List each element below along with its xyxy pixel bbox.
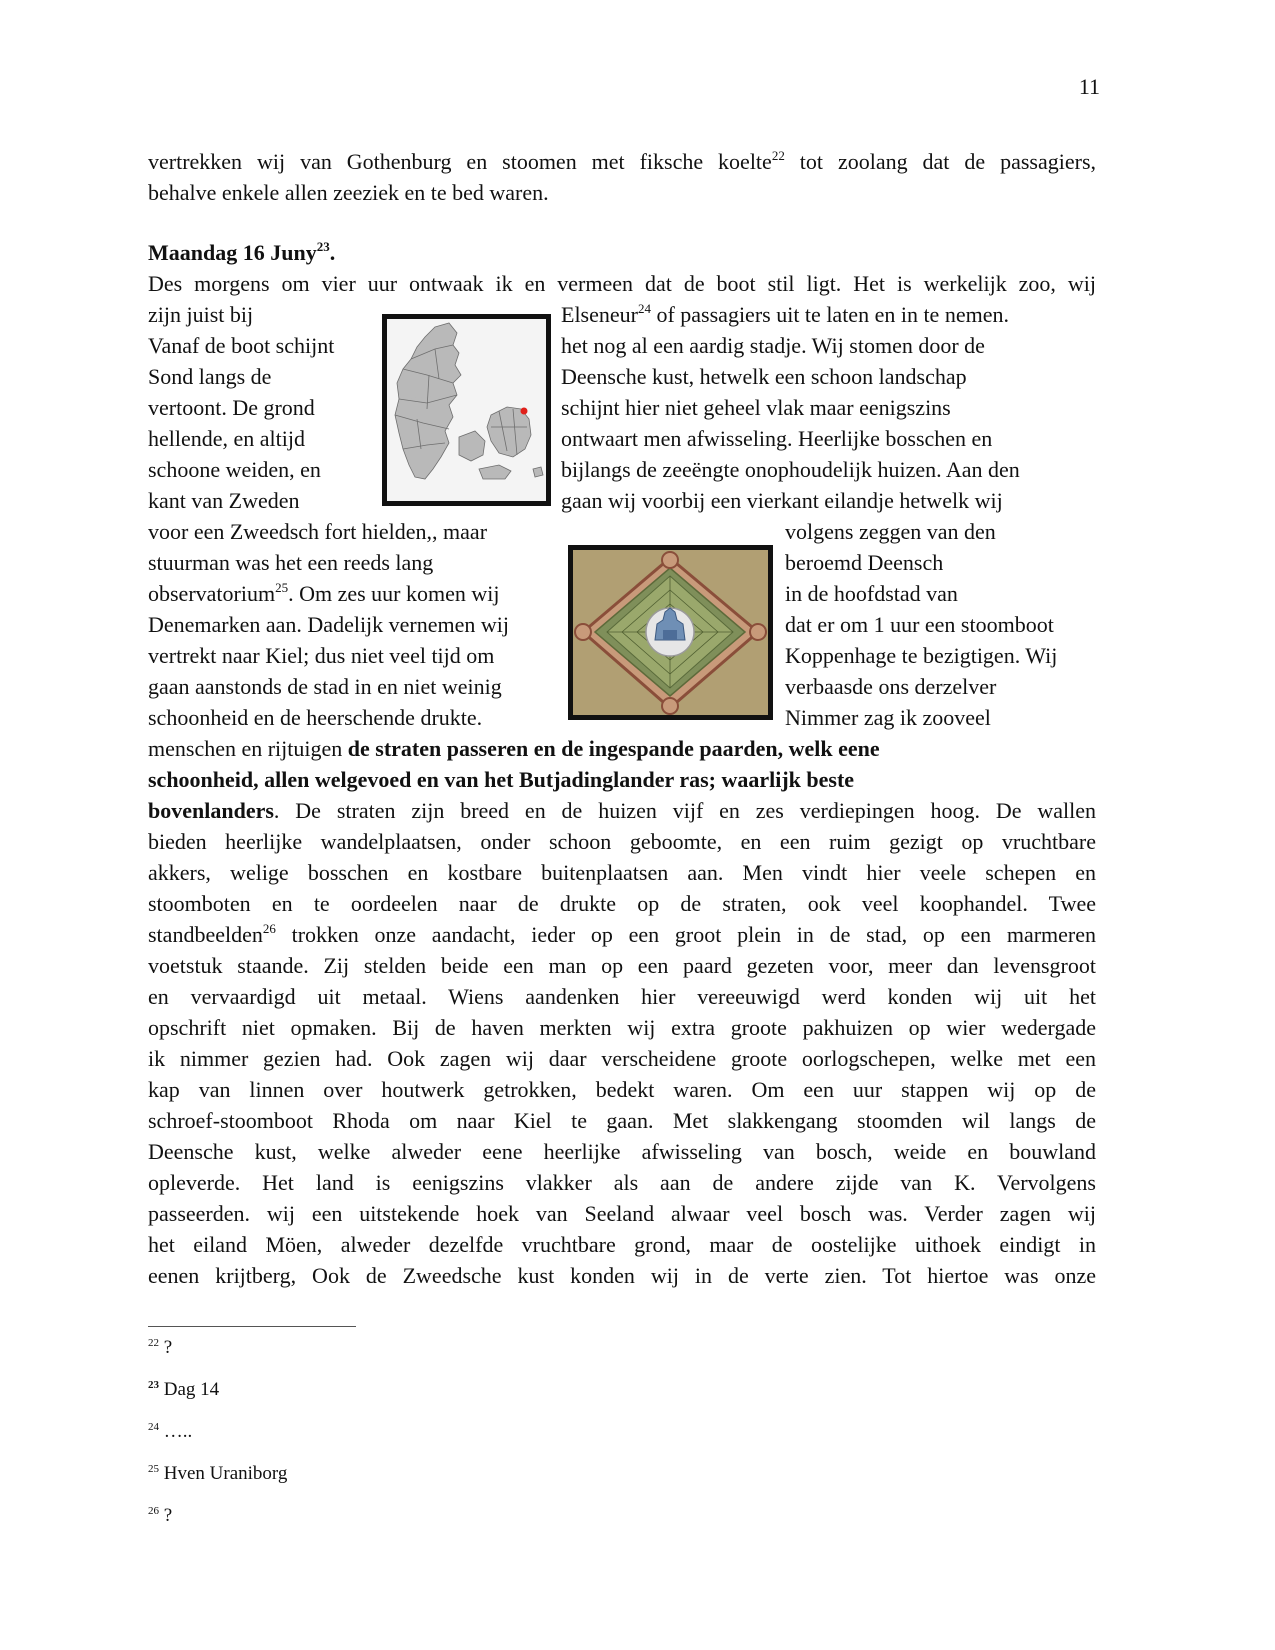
- text-line: schroef-stoomboot Rhoda om naar Kiel te gaan. Met slakkengang stoomden wil langs de: [148, 1108, 1096, 1133]
- footnote: $^{22}$ ?: [148, 1337, 173, 1358]
- footnote-separator: [148, 1326, 356, 1327]
- footnote: $^{25}$ Hven Uraniborg: [148, 1463, 288, 1484]
- text-line: vertoont. De grond: [148, 395, 315, 420]
- text-line: schoonheid en de heerschende drukte.: [148, 705, 483, 730]
- text-line: stoomboten en te oordeelen naar de drukte op de straten, ook veel koophandel. Twee: [148, 891, 1096, 916]
- text-line: Nimmer zag ik zooveel: [785, 705, 991, 730]
- text-line: standbeelden$^{26}$ trokken onze aandacht, ieder op een groot plein in de stad, op een marmeren: [148, 921, 1096, 947]
- text-line: en vervaardigd uit metaal. Wiens aandenken hier vereeuwigd werd konden wij uit het: [148, 984, 1096, 1009]
- text-line: observatorium$^{25}$. Om zes uur komen wij: [148, 580, 500, 606]
- text-line: ik nimmer gezien had. Ook zagen wij daar verscheidene groote oorlogschepen, welke met een: [148, 1046, 1096, 1071]
- section-heading: Maandag 16 Juny$^{23}$.: [148, 239, 336, 265]
- text-line: het eiland Möen, alweder dezelfde vruchtbare grond, maar de oostelijke uithoek eindigt in: [148, 1232, 1096, 1257]
- text-line: opschrift niet opmaken. Bij de haven merkten wij extra groote pakhuizen op wier wedergade: [148, 1015, 1096, 1040]
- page-number: 11: [1078, 74, 1100, 99]
- text-line: voor een Zweedsch fort hielden,, maar: [148, 519, 488, 544]
- text-line: ontwaart men afwisseling. Heerlijke bosschen en: [561, 426, 993, 451]
- text-line: Sond langs de: [148, 364, 272, 389]
- text-line: het nog al een aardig stadje. Wij stomen door de: [561, 333, 985, 358]
- text-line: vertrekt naar Kiel; dus niet veel tijd om: [148, 643, 495, 668]
- text-line: Deensche kust, hetwelk een schoon landschap: [561, 364, 967, 389]
- text-line: menschen en rijtuigen de straten passeren en de ingespande paarden, welk eene: [148, 736, 880, 761]
- footnote: $^{26}$ ?: [148, 1505, 173, 1526]
- text-line: schijnt hier niet geheel vlak maar eenigszins: [561, 395, 951, 420]
- text-line: voetstuk staande. Zij stelden beide een man op een paard gezeten voor, meer dan levensgroot: [148, 953, 1096, 978]
- denmark-map-icon: [387, 319, 546, 501]
- text-line: verbaasde ons derzelver: [785, 674, 997, 699]
- text-line: volgens zeggen van den: [785, 519, 996, 544]
- footnote-ref[interactable]: 22: [771, 148, 785, 163]
- text-line: gaan wij voorbij een vierkant eilandje hetwelk wij: [561, 488, 1003, 513]
- text-line: in de hoofdstad van: [785, 581, 958, 606]
- text-line: bovenlanders. De straten zijn breed en de huizen vijf en zes verdiepingen hoog. De wallen: [148, 798, 1096, 823]
- text-line: zijn juist bij: [148, 302, 254, 327]
- text-line: Koppenhage te bezigtigen. Wij: [785, 643, 1058, 668]
- text-line: bieden heerlijke wandelplaatsen, onder schoon geboomte, en een ruim gezigt op vruchtbare: [148, 829, 1096, 854]
- text-line: Denemarken aan. Dadelijk vernemen wij: [148, 612, 510, 637]
- text-line: bijlangs de zeeëngte onophoudelijk huizen. Aan den: [561, 457, 1020, 482]
- text-line: opleverde. Het land is eenigszins vlakker als aan de andere zijde van K. Vervolgens: [148, 1170, 1096, 1195]
- footnote-ref[interactable]: 23: [316, 239, 330, 254]
- text-line: schoonheid, allen welgevoed en van het Butjadinglander ras; waarlijk beste: [148, 767, 855, 792]
- text-line: Vanaf de boot schijnt: [148, 333, 335, 358]
- footnote-ref[interactable]: 26: [262, 921, 276, 936]
- footnote-ref[interactable]: 25: [275, 580, 289, 595]
- text-line: hellende, en altijd: [148, 426, 305, 451]
- location-marker: [521, 408, 528, 415]
- text-line: dat er om 1 uur een stoomboot: [785, 612, 1054, 637]
- footnote-ref[interactable]: 24: [637, 301, 651, 316]
- text-line: passeerden. wij een uitstekende hoek van Seeland alwaar veel bosch was. Verder zagen wij: [148, 1201, 1096, 1226]
- text-line: vertrekken wij van Gothenburg en stoomen met fiksche koelte$^{22}$ tot zoolang dat de passagiers,: [148, 148, 1097, 174]
- text-line: kant van Zweden: [148, 488, 300, 513]
- text-line: schoone weiden, en: [148, 457, 321, 482]
- text-line: behalve enkele allen zeeziek en te bed waren.: [148, 180, 549, 205]
- text-line: gaan aanstonds de stad in en niet weinig: [148, 674, 502, 699]
- text-line: stuurman was het een reeds lang: [148, 550, 434, 575]
- text-line: akkers, welige bosschen en kostbare buitenplaatsen aan. Men vindt hier veele schepen en: [148, 860, 1096, 885]
- text-line: eenen krijtberg, Ook de Zweedsche kust konden wij in de verte zien. Tot hiertoe was onze: [148, 1263, 1096, 1288]
- uraniborg-figure: [568, 545, 773, 720]
- uraniborg-plan-icon: [573, 550, 768, 715]
- text-line: kap van linnen over houtwerk getrokken, bedekt waren. Om een uur stappen wij op de: [148, 1077, 1096, 1102]
- text-line: Deensche kust, welke alweder eene heerlijke afwisseling van bosch, weide en bouwland: [148, 1139, 1096, 1164]
- footnote: $^{24}$ …..: [148, 1421, 193, 1442]
- denmark-map-figure: [382, 314, 551, 506]
- text-line: Elseneur$^{24}$ of passagiers uit te laten en in te nemen.: [561, 301, 1009, 327]
- text-line: beroemd Deensch: [785, 550, 944, 575]
- text-line: Des morgens om vier uur ontwaak ik en vermeen dat de boot stil ligt. Het is werkelijk zoo, wij: [148, 271, 1096, 296]
- footnote: $^{23}$ Dag 14: [148, 1379, 220, 1400]
